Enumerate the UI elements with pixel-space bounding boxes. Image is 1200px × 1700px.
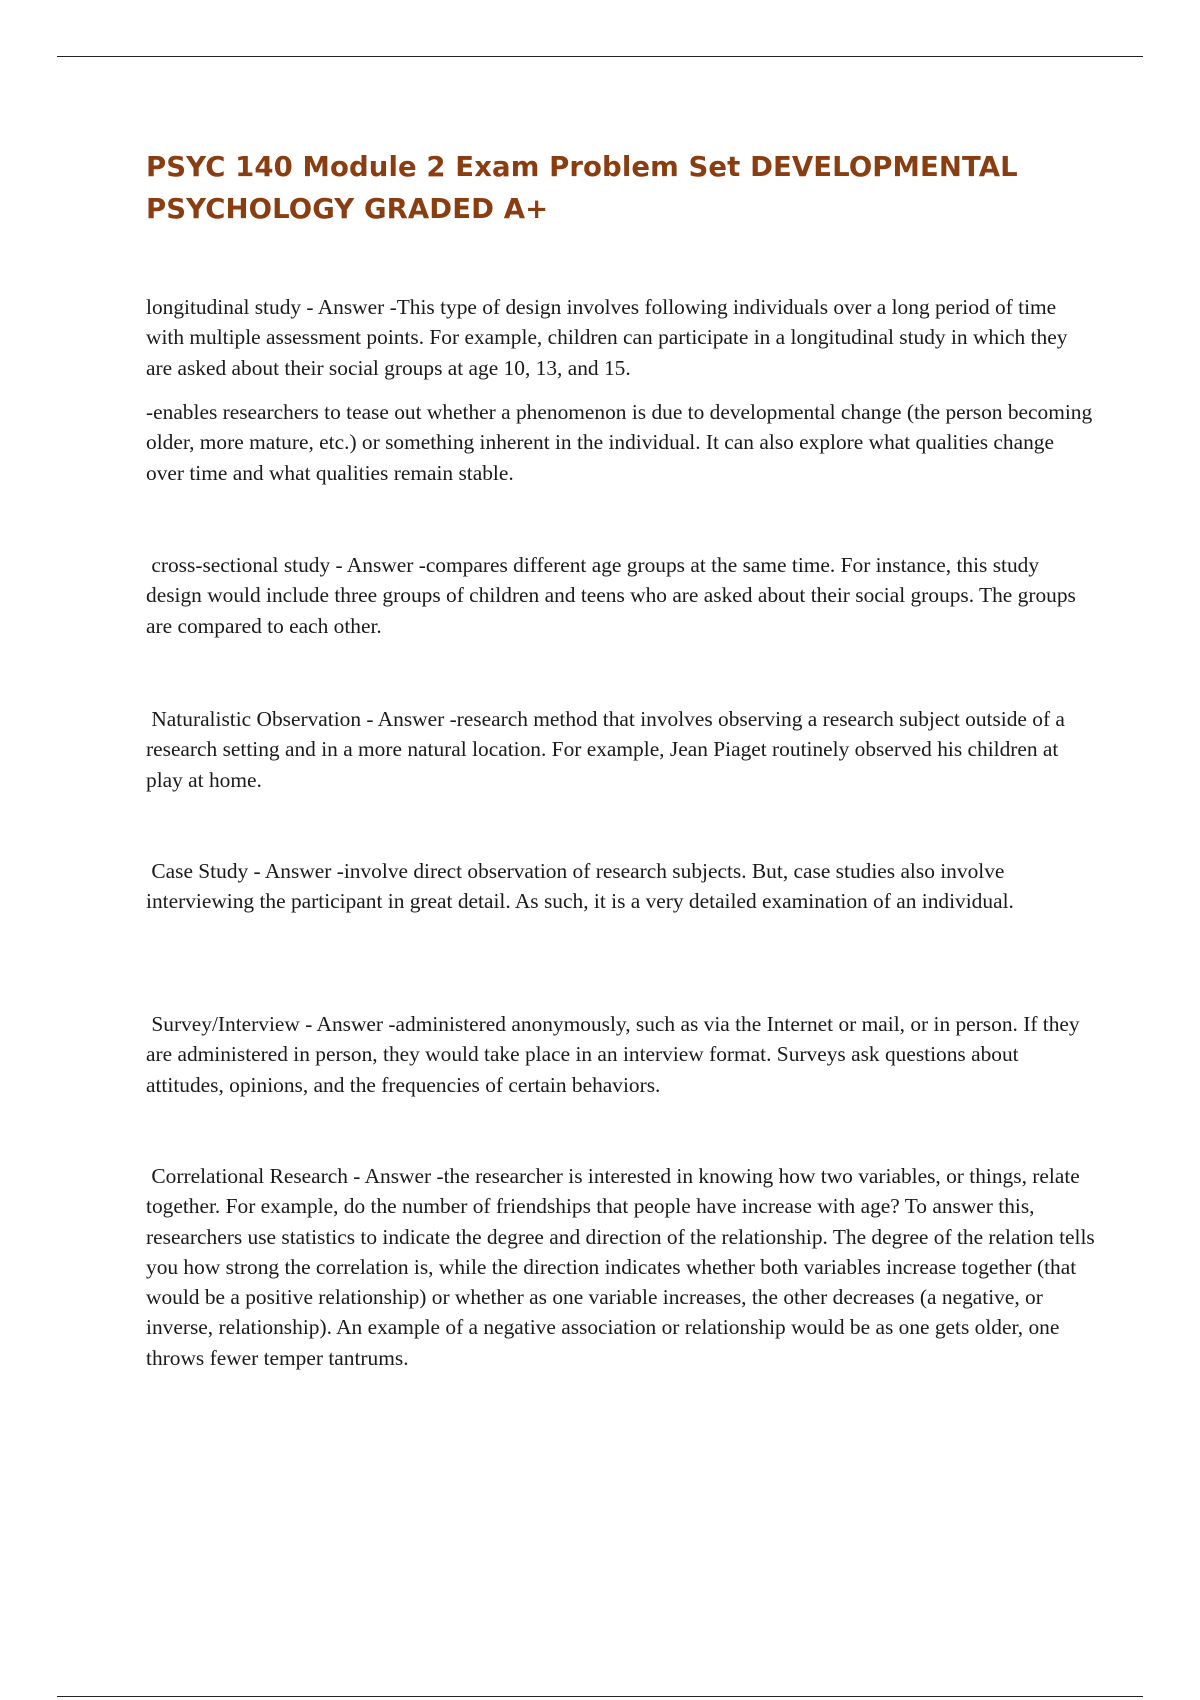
entry-survey-interview xyxy=(146,1009,1096,1100)
document-title: PSYC 140 Module 2 Exam Problem Set DEVELOPMENTAL PSYCHOLOGY GRADED A+ xyxy=(146,151,1018,225)
entry-longitudinal-continued xyxy=(146,397,1096,488)
entry-correlational-research xyxy=(146,1161,1101,1373)
entry-longitudinal-study xyxy=(146,292,1096,383)
entry-text: -enables researchers to tease out whether a phenomenon is due to developmental change (the person becoming older, more mature, etc.) or something inherent in the individual. It can also explore what qualities change over time and what qualities remain stable. xyxy=(146,400,1093,485)
footer-rule xyxy=(57,1696,1143,1697)
entry-naturalistic-observation xyxy=(146,704,1096,795)
entry-case-study xyxy=(146,856,1096,917)
entry-text: Survey/Interview - Answer -administered anonymously, such as via the Internet or mail, or in person. If they are administered in person, they would take place in an interview format. Surveys ask questions about attitudes, opinions, and the frequencies of certain behaviors. xyxy=(146,1012,1085,1097)
entry-text: Correlational Research - Answer -the researcher is interested in knowing how two variables, or things, relate together. For example, do the number of friendships that people have increase with age? To answer this, researchers use statistics to indicate the degree and direction of the relationship. The degree of the relation tells you how strong the correlation is, while the direction indicates whether both variables increase together (that would be a positive relationship) or whether as one variable increases, the other decreases (a negative, or inverse, relationship). An example of a negative association or relationship would be as one gets older, one throws fewer temper tantrums. xyxy=(146,1164,1101,1370)
entry-text: Case Study - Answer -involve direct observation of research subjects. But, case studies also involve interviewing the participant in great detail. As such, it is a very detailed examination of an individual. xyxy=(146,859,1014,914)
entry-text: cross-sectional study - Answer -compares different age groups at the same time. For instance, this study design would include three groups of children and teens who are asked about their social groups. The groups are compared to each other. xyxy=(146,553,1082,638)
entry-cross-sectional-study xyxy=(146,550,1096,641)
entry-text: Naturalistic Observation - Answer -research method that involves observing a research subject outside of a research setting and in a more natural location. For example, Jean Piaget routinely observed his children at play at home. xyxy=(146,707,1071,792)
header-rule xyxy=(57,56,1143,57)
entry-text: longitudinal study - Answer -This type of design involves following individuals over a long period of time with multiple assessment points. For example, children can participate in a longitudinal study in which they are asked about their social groups at age 10, 13, and 15. xyxy=(146,295,1068,380)
